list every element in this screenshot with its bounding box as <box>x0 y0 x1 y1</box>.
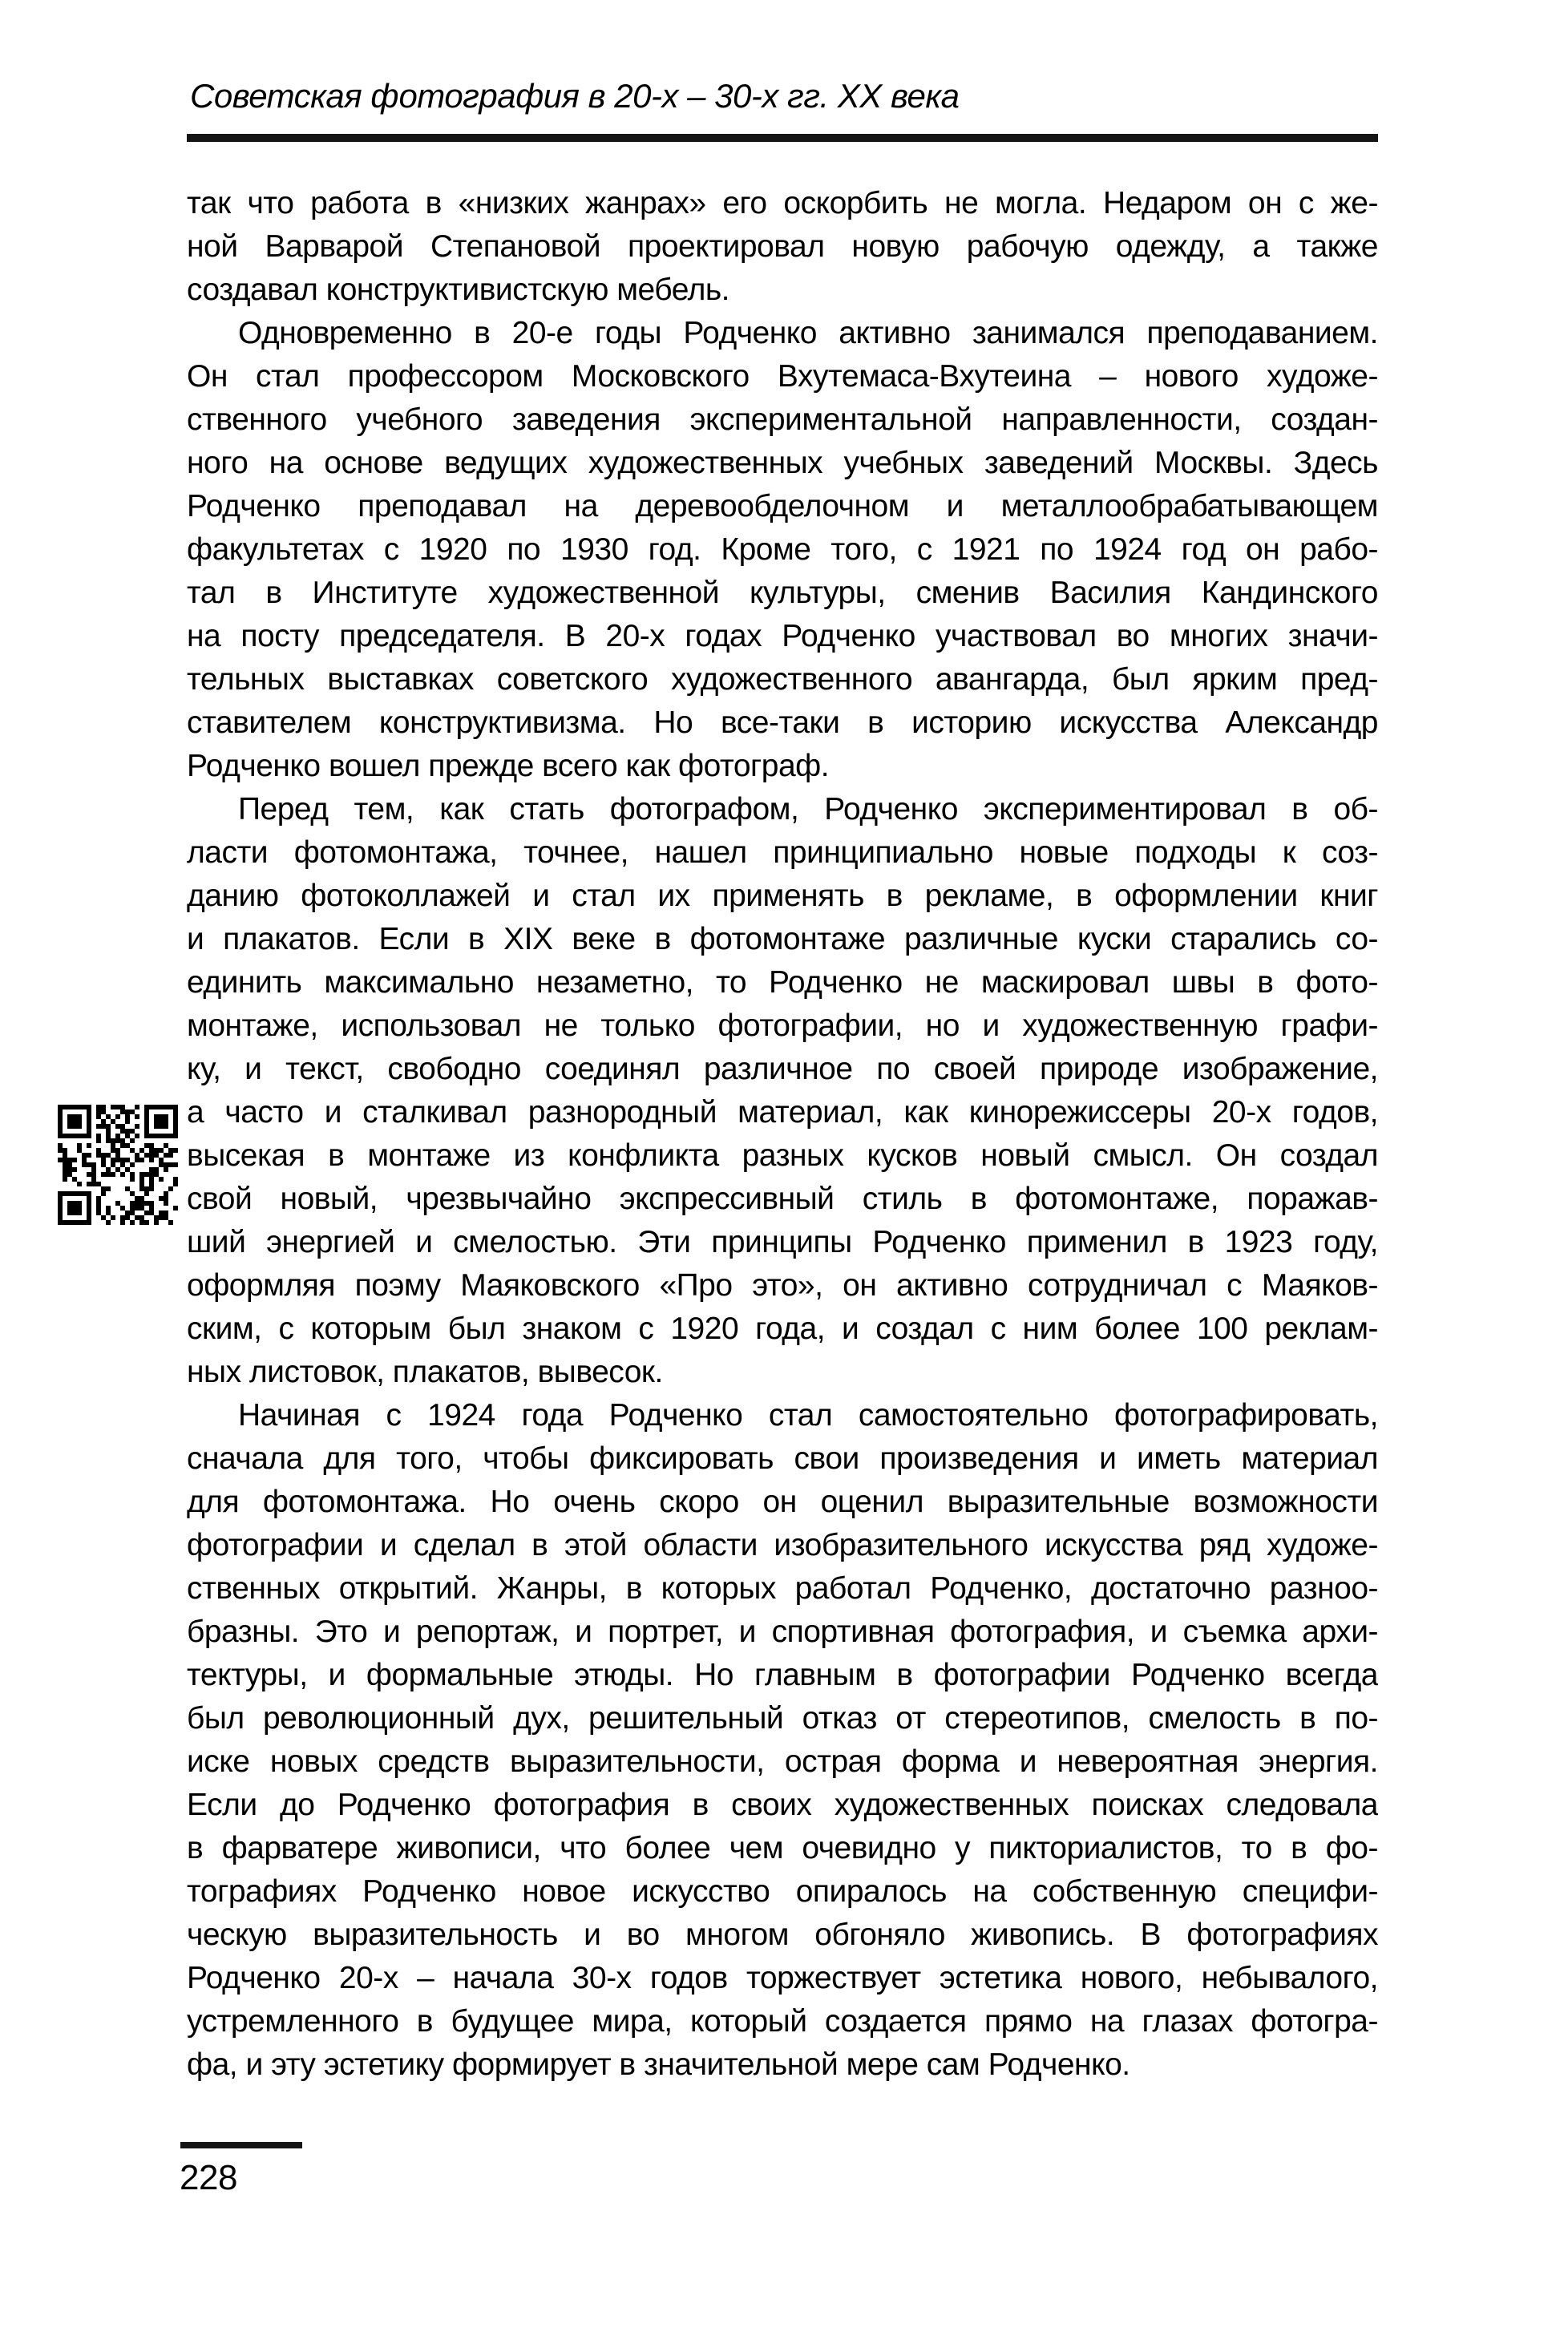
footer-rule <box>180 2142 302 2148</box>
text-line: сначала для того, чтобы фиксировать свои произведения и иметь материал <box>187 1441 1378 1476</box>
text-line: ческую выразительность и во многом обгоняло живопись. В фотографиях <box>187 1918 1378 1952</box>
text-line: устремленного в будущее мира, который создается прямо на глазах фотогра- <box>187 2004 1378 2039</box>
text-line: тектуры, и формальные этюды. Но главным в фотографии Родченко всегда <box>187 1658 1378 1692</box>
text-line: ший энергией и смелостью. Эти принципы Родченко применил в 1923 году, <box>187 1225 1378 1259</box>
text-line: ственных открытий. Жанры, в которых работал Родченко, достаточно разноо- <box>187 1571 1378 1606</box>
text-line: ной Варварой Степановой проектировал новую рабочую одежду, а также <box>187 229 1378 264</box>
text-line: монтаже, использовал не только фотографии, но и художественную графи- <box>187 1008 1378 1043</box>
text-line: оформляя поэму Маяковского «Про это», он активно сотрудничал с Маяков- <box>187 1268 1378 1303</box>
paragraph <box>187 182 1378 312</box>
text-line: ласти фотомонтажа, точнее, нашел принципиально новые подходы к соз- <box>187 835 1378 870</box>
paragraph <box>187 788 1378 1394</box>
text-line: был революционный дух, решительный отказ от стереотипов, смелость в по- <box>187 1701 1378 1736</box>
text-line: так что работа в «низких жанрах» его оскорбить не могла. Недаром он с же- <box>187 186 1378 220</box>
text-line: данию фотоколлажей и стал их применять в рекламе, в оформлении книг <box>187 879 1378 913</box>
text-line: тографиях Родченко новое искусство опиралось на собственную специфи- <box>187 1874 1378 1909</box>
text-line: Одновременно в 20-е годы Родченко активно занимался преподаванием. <box>238 316 1378 350</box>
text-line: ставителем конструктивизма. Но все-таки в историю искусства Александр <box>187 705 1378 740</box>
text-line: тал в Институте художественной культуры, сменив Василия Кандинского <box>187 576 1378 610</box>
text-line: Родченко преподавал на деревообделочном и металлообрабатывающем <box>187 489 1378 523</box>
text-line: ного на основе ведущих художественных учебных заведений Москвы. Здесь <box>187 446 1378 480</box>
paragraph <box>187 1394 1378 2087</box>
text-line: Перед тем, как стать фотографом, Родченко экспериментировал в об- <box>238 792 1378 827</box>
paragraph <box>187 312 1378 788</box>
running-header-title: Советская фотография в 20-х – 30-х гг. XX века <box>190 77 960 115</box>
text-line: Если до Родченко фотография в своих художественных поисках следовала <box>187 1788 1378 1822</box>
text-line: для фотомонтажа. Но очень скоро он оценил выразительные возможности <box>187 1485 1378 1519</box>
text-line: факультетах с 1920 по 1930 год. Кроме того, с 1921 по 1924 год он рабо- <box>187 532 1378 567</box>
text-line: в фарватере живописи, что более чем очевидно у пикториалистов, то в фо- <box>187 1831 1378 1865</box>
text-line: Начиная с 1924 года Родченко стал самостоятельно фотографировать, <box>238 1398 1378 1433</box>
text-line: фотографии и сделал в этой области изобразительного искусства ряд художе- <box>187 1528 1378 1562</box>
text-line: ским, с которым был знаком с 1920 года, и создал с ним более 100 реклам- <box>187 1312 1378 1346</box>
text-line: Родченко вошел прежде всего как фотограф. <box>187 749 830 783</box>
text-line: единить максимально незаметно, то Родченко не маскировал швы в фото- <box>187 965 1378 1000</box>
text-line: тельных выставках советского художественного авангарда, был ярким пред- <box>187 662 1378 697</box>
header-rule <box>187 134 1378 142</box>
text-line: высекая в монтаже из конфликта разных кусков новый смысл. Он создал <box>187 1138 1378 1173</box>
text-line: ственного учебного заведения экспериментальной направленности, создан- <box>187 402 1378 437</box>
body-text <box>187 182 1378 2087</box>
text-line: свой новый, чрезвычайно экспрессивный стиль в фотомонтаже, поражав- <box>187 1182 1378 1216</box>
text-line: ку, и текст, свободно соединял различное по своей природе изображение, <box>187 1052 1378 1086</box>
text-line: создавал конструктивистскую мебель. <box>187 273 729 307</box>
text-line: Он стал профессором Московского Вхутемаса-Вхутеина – нового художе- <box>187 359 1378 394</box>
text-line: Родченко 20-х – начала 30-х годов торжествует эстетика нового, небывалого, <box>187 1961 1378 1995</box>
qr-code-icon <box>58 1105 178 1225</box>
text-line: на посту председателя. В 20-х годах Родченко участвовал во многих значи- <box>187 619 1378 653</box>
text-line: ных листовок, плакатов, вывесок. <box>187 1355 663 1389</box>
text-line: иске новых средств выразительности, острая форма и невероятная энергия. <box>187 1744 1378 1779</box>
text-line: и плакатов. Если в XIX веке в фотомонтаже различные куски старались со- <box>187 922 1378 956</box>
page-number: 228 <box>180 2158 237 2197</box>
text-line: фа, и эту эстетику формирует в значительной мере сам Родченко. <box>187 2047 1130 2082</box>
text-line: бразны. Это и репортаж, и портрет, и спортивная фотография, и съемка архи- <box>187 1615 1378 1649</box>
text-line: а часто и сталкивал разнородный материал, как кинорежиссеры 20-х годов, <box>187 1095 1378 1130</box>
